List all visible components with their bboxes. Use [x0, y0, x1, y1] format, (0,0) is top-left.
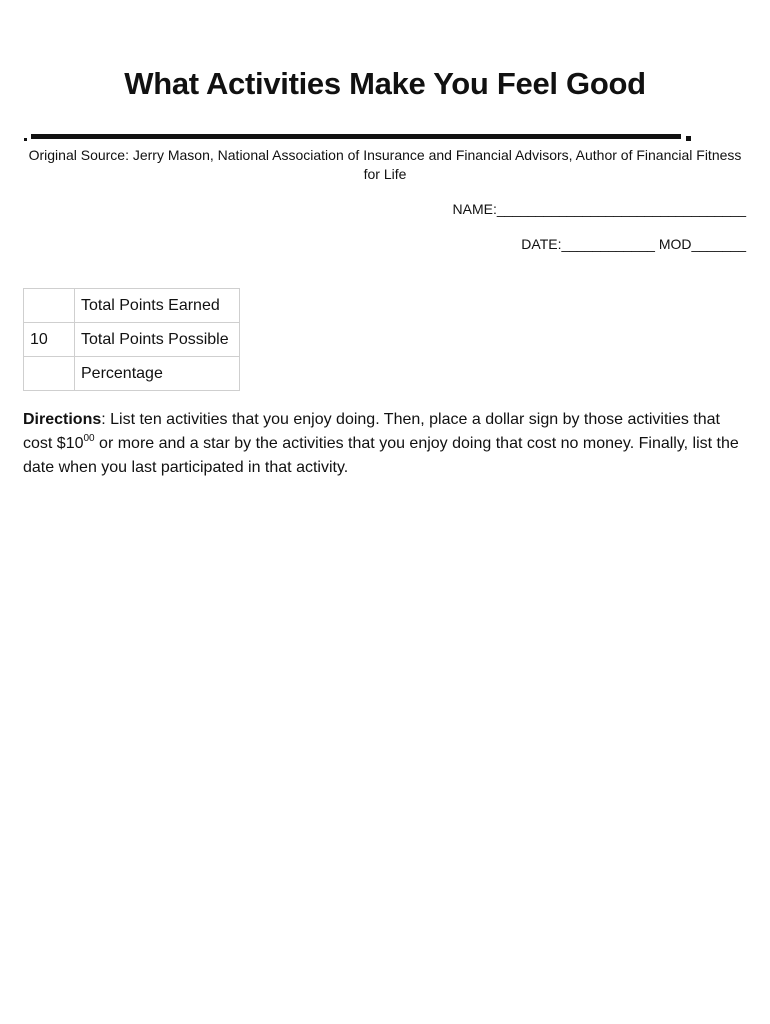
mod-blank[interactable]: _______	[691, 236, 746, 252]
directions-paragraph	[23, 408, 753, 480]
name-field[interactable]	[453, 201, 747, 217]
mod-label: MOD	[658, 236, 692, 252]
divider-line	[31, 134, 681, 139]
table-row	[24, 323, 240, 357]
date-label: DATE:	[521, 236, 562, 252]
percentage-value[interactable]	[24, 357, 75, 391]
percentage-label: Percentage	[75, 357, 240, 391]
source-attribution: Original Source: Jerry Mason, National Association of Insurance and Financial Advisors, Author of Financial Fitness for Life	[28, 147, 742, 182]
points-earned-label: Total Points Earned	[75, 289, 240, 323]
date-blank[interactable]: ____________	[561, 236, 655, 252]
directions-lead: Directions	[23, 411, 102, 428]
name-blank[interactable]: ________________________________	[496, 201, 746, 217]
points-earned-value[interactable]	[24, 289, 75, 323]
divider-dot-right	[686, 136, 691, 141]
directions-superscript: 00	[83, 433, 95, 444]
page-title: What Activities Make You Feel Good	[124, 66, 646, 101]
directions-text-2: or more and a star by the activities that you enjoy doing that cost no money. Finally, list the date when you last participated in that activity.	[23, 435, 739, 476]
title-divider	[24, 131, 694, 143]
date-mod-field[interactable]	[521, 236, 746, 252]
points-table	[23, 288, 240, 391]
name-label: NAME:	[452, 201, 497, 217]
points-possible-label: Total Points Possible	[75, 323, 240, 357]
table-row	[24, 357, 240, 391]
directions-text-1: : List ten activities that you enjoy doing. Then, place a dollar sign by those activities that cost $10	[23, 411, 720, 452]
divider-dot-left	[24, 138, 27, 141]
table-row	[24, 289, 240, 323]
points-possible-value: 10	[24, 323, 75, 357]
